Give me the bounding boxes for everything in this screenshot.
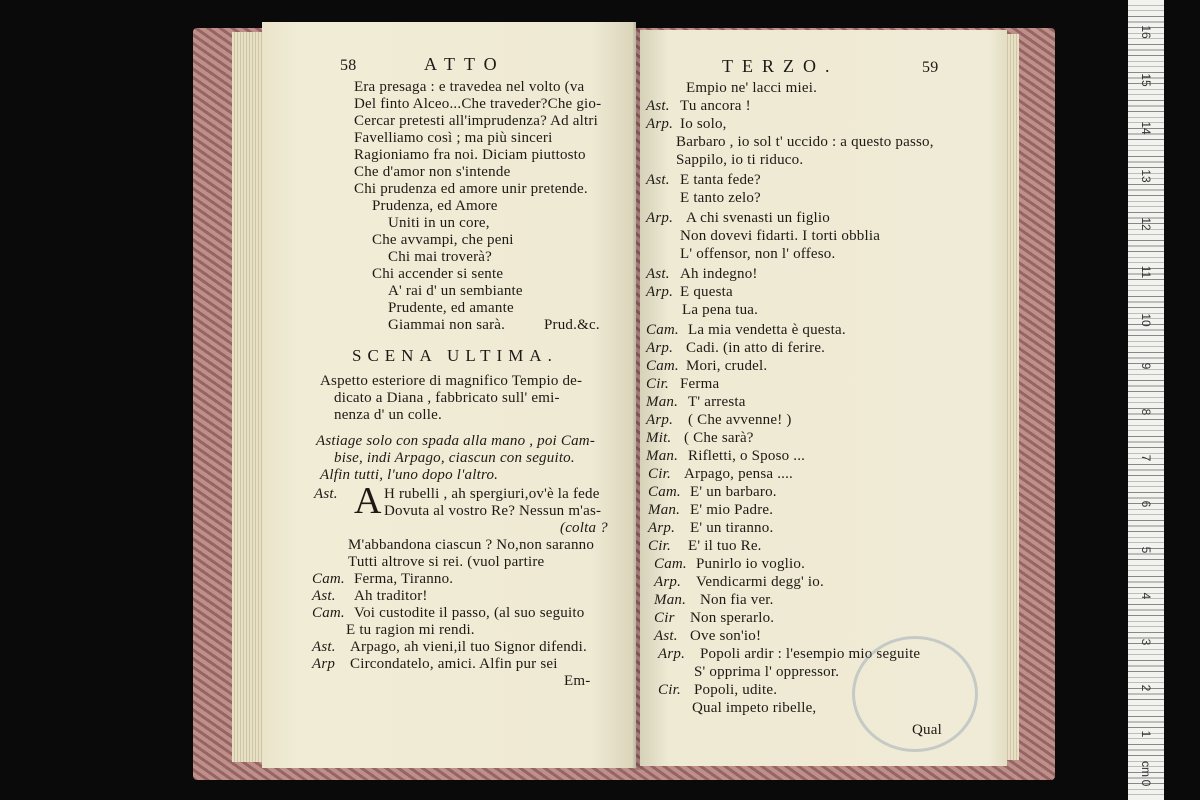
dialogue-line: Arpago, ah vieni,il tuo Signor difendi. <box>350 639 587 655</box>
right-running-header: TERZO. <box>722 56 839 76</box>
ruler-label: 6 <box>1139 500 1153 508</box>
speaker-label: Cam. <box>312 571 345 587</box>
ruler-label: 10 <box>1139 313 1153 327</box>
dialogue-line: Punirlo io voglio. <box>696 556 806 572</box>
dialogue-line: Non dovevi fidarti. I torti obblia <box>680 228 881 244</box>
dialogue-line: Ferma, Tiranno. <box>354 571 454 587</box>
dialogue-line: Io solo, <box>680 116 727 132</box>
dialogue-line: La mia vendetta è questa. <box>688 322 846 338</box>
dialogue-line: Non sperarlo. <box>690 610 775 626</box>
ruler-label: 16 <box>1139 25 1153 39</box>
measurement-ruler <box>1128 0 1164 800</box>
catchword: Em- <box>564 673 591 689</box>
ruler-unit: cm <box>1139 761 1153 777</box>
dialogue-line: Cadi. (in atto di ferire. <box>686 340 826 356</box>
speaker-label: Arp. <box>646 116 674 132</box>
speaker-label: Ast. <box>654 628 678 644</box>
ruler-label: 2 <box>1139 684 1153 692</box>
text-line: Cercar pretesti all'imprudenza? Ad altri <box>354 113 598 129</box>
speaker-label: Arp. <box>654 574 682 590</box>
speaker-label: Arp. <box>646 412 674 428</box>
speaker-label: Cam. <box>654 556 687 572</box>
dialogue-line: L' offensor, non l' offeso. <box>680 246 836 262</box>
ruler-label: 13 <box>1139 169 1153 183</box>
cast-note-line: Alfin tutti, l'uno dopo l'altro. <box>320 467 499 483</box>
dialogue-line: E' il tuo Re. <box>688 538 762 554</box>
speaker-label: Cir. <box>648 466 671 482</box>
speaker-label: Arp. <box>658 646 686 662</box>
verse-line: Chi accender si sente <box>372 266 504 282</box>
speaker-label: Cam. <box>648 484 681 500</box>
speaker-label: Ast. <box>314 486 338 502</box>
ruler-label: 12 <box>1139 217 1153 231</box>
dialogue-line: Circondatelo, amici. Alfin pur sei <box>350 656 558 672</box>
speaker-label: Cir <box>654 610 675 626</box>
dialogue-line: Ferma <box>680 376 720 392</box>
stage-direction-line: Aspetto esteriore di magnifico Tempio de- <box>320 373 583 389</box>
dialogue-line: E questa <box>680 284 733 300</box>
dialogue-line: La pena tua. <box>682 302 759 318</box>
text-line: Che d'amor non s'intende <box>354 164 511 180</box>
dialogue-line: ( Che sarà? <box>684 430 754 446</box>
dialogue-line: M'abbandona ciascun ? No,non saranno <box>348 537 595 553</box>
page-edges-left <box>232 32 264 762</box>
speaker-label: Arp. <box>648 520 676 536</box>
speaker-label: Man. <box>646 448 679 464</box>
ruler-label: 15 <box>1139 73 1153 87</box>
speaker-label: Man. <box>648 502 681 518</box>
verse-line: Che avvampi, che peni <box>372 232 514 248</box>
dialogue-line: Voi custodite il passo, (al suo seguito <box>354 605 585 621</box>
catchword: Qual <box>912 722 942 738</box>
dialogue-line: E' mio Padre. <box>690 502 774 518</box>
ruler-label: 0 <box>1139 779 1153 787</box>
cast-note-line: bise, indi Arpago, ciascun con seguito. <box>334 450 575 466</box>
dialogue-line: Tutti altrove si rei. (vuol partire <box>348 554 545 570</box>
speaker-label: Mit. <box>646 430 672 446</box>
text-line: Ragioniamo fra noi. Diciam piuttosto <box>354 147 586 163</box>
verse-line: Uniti in un core, <box>388 215 490 231</box>
dialogue-line: Popoli ardir : l'esempio mio seguite <box>700 646 921 662</box>
speaker-label: Cir. <box>646 376 669 392</box>
dialogue-line: Popoli, udite. <box>694 682 778 698</box>
text-line: Del finto Alceo...Che traveder?Che gio- <box>354 96 602 112</box>
stage-direction-line: dicato a Diana , fabbricato sull' emi- <box>334 390 560 406</box>
ruler-label: 9 <box>1139 362 1153 370</box>
speaker-label: Ast. <box>312 639 336 655</box>
text-line: Favelliamo così ; ma più sinceri <box>354 130 553 146</box>
verse-line: Chi mai troverà? <box>388 249 492 265</box>
speaker-label: Cir. <box>658 682 681 698</box>
speaker-label: Man. <box>646 394 679 410</box>
speaker-label: Arp. <box>646 210 674 226</box>
dialogue-line: Ah traditor! <box>354 588 428 604</box>
left-page <box>262 22 636 768</box>
dialogue-line: ( Che avvenne! ) <box>688 412 792 428</box>
dialogue-line: Empio ne' lacci miei. <box>686 80 818 96</box>
dialogue-line: E tu ragion mi rendi. <box>346 622 475 638</box>
speaker-label: Arp. <box>646 284 674 300</box>
ruler-label: 4 <box>1139 592 1153 600</box>
dialogue-line: Vendicarmi degg' io. <box>696 574 824 590</box>
dialogue-line: Sappilo, io ti riduco. <box>676 152 804 168</box>
dialogue-line: Dovuta al vostro Re? Nessun m'as- <box>384 503 602 519</box>
speaker-label: Ast. <box>646 266 670 282</box>
dialogue-line: E tanto zelo? <box>680 190 761 206</box>
dialogue-line: E' un tiranno. <box>690 520 774 536</box>
speaker-label: Cam. <box>646 358 679 374</box>
ruler-label: 11 <box>1139 265 1153 279</box>
dialogue-line: (colta ? <box>560 520 608 536</box>
dialogue-line: A chi svenasti un figlio <box>686 210 830 226</box>
text-line: Era presaga : e travedea nel volto (va <box>354 79 585 95</box>
speaker-label: Cam. <box>646 322 679 338</box>
cast-note-line: Astiage solo con spada alla mano , poi Cam- <box>316 433 596 449</box>
dialogue-line: Barbaro , io sol t' uccido : a questo passo, <box>676 134 934 150</box>
ruler-label: 1 <box>1139 730 1153 738</box>
dialogue-line: T' arresta <box>688 394 746 410</box>
ruler-label: 3 <box>1139 638 1153 646</box>
drop-cap: A <box>354 480 382 522</box>
dialogue-line: Non fia ver. <box>700 592 774 608</box>
ruler-label: 7 <box>1139 454 1153 462</box>
text-line: Chi prudenza ed amore unir pretende. <box>354 181 588 197</box>
verse-line: Prudenza, ed Amore <box>372 198 498 214</box>
speaker-label: Cir. <box>648 538 671 554</box>
dialogue-line: Mori, crudel. <box>686 358 768 374</box>
dialogue-line: Ove son'io! <box>690 628 762 644</box>
verse-line: Prudente, ed amante <box>388 300 514 316</box>
dialogue-line: Arpago, pensa .... <box>684 466 793 482</box>
speaker-label: Ast. <box>312 588 336 604</box>
refrain-marker: Prud.&c. <box>544 317 600 333</box>
scene-title: SCENA ULTIMA. <box>352 346 558 365</box>
right-page-number: 59 <box>922 59 939 76</box>
dialogue-line: S' opprima l' oppressor. <box>694 664 840 680</box>
left-page-number: 58 <box>340 57 357 74</box>
left-running-header: ATTO <box>424 54 506 74</box>
dialogue-line: E tanta fede? <box>680 172 761 188</box>
dialogue-line: H rubelli , ah spergiuri,ov'è la fede <box>384 486 600 502</box>
dialogue-line: E' un barbaro. <box>690 484 777 500</box>
dialogue-line: Qual impeto ribelle, <box>692 700 817 716</box>
speaker-label: Man. <box>654 592 687 608</box>
dialogue-line: Tu ancora ! <box>680 98 751 114</box>
speaker-label: Cam. <box>312 605 345 621</box>
dialogue-line: Ah indegno! <box>680 266 758 282</box>
dialogue-line: Rifletti, o Sposo ... <box>688 448 806 464</box>
speaker-label: Arp <box>312 656 336 672</box>
ruler-label: 8 <box>1139 408 1153 416</box>
page-edges-right <box>1005 34 1019 760</box>
speaker-label: Arp. <box>646 340 674 356</box>
verse-line: Giammai non sarà. <box>388 317 506 333</box>
verse-line: A' rai d' un sembiante <box>388 283 523 299</box>
library-stamp <box>852 636 978 752</box>
speaker-label: Ast. <box>646 172 670 188</box>
ruler-label: 14 <box>1139 121 1153 135</box>
ruler-label: 5 <box>1139 546 1153 554</box>
stage-direction-line: nenza d' un colle. <box>334 407 442 423</box>
speaker-label: Ast. <box>646 98 670 114</box>
